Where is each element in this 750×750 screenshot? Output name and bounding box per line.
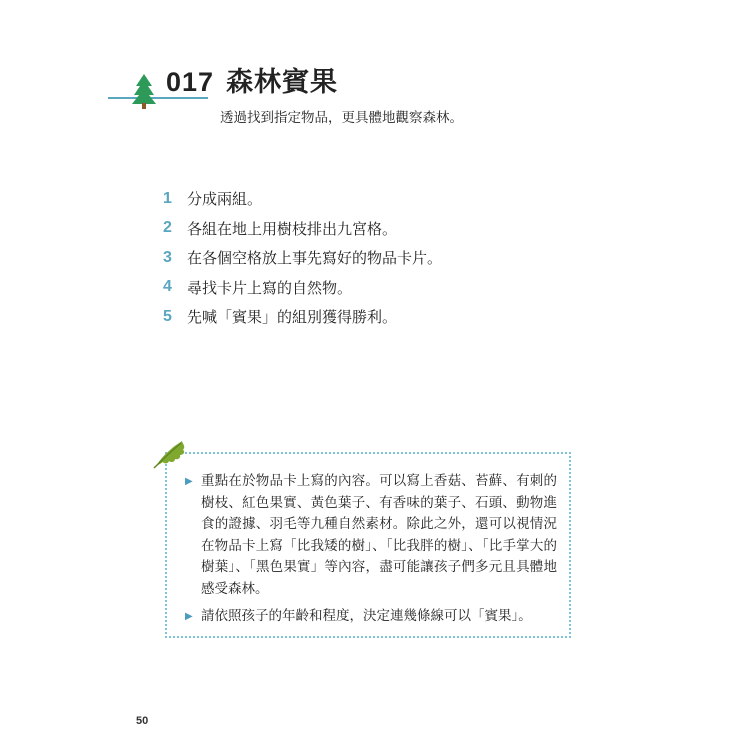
activity-name: 森林賓果 [226,67,339,98]
activity-number: 017 [166,67,215,97]
step-number: 2 [163,219,172,237]
step-number: 3 [163,248,172,266]
steps-list [163,184,442,332]
step-text: 分成兩組。 [187,190,263,209]
activity-subtitle: 透過找到指定物品，更具體地觀察森林。 [220,110,463,126]
step-number: 1 [163,189,172,207]
step-item [163,214,442,244]
step-text: 尋找卡片上寫的自然物。 [187,278,353,297]
tips-list [185,471,557,634]
activity-title [166,60,338,99]
tip-text: 重點在於物品卡上寫的內容。可以寫上香菇、苔蘚、有刺的樹枝、紅色果實、黃色葉子、有香味的葉子、石頭、動物進食的證據、羽毛等九種自然素材。除此之外，還可以視情況在物品卡上寫「比我矮的樹」、「比我胖的樹」、「比手掌大的樹葉」、「黑色果實」等內容，盡可能讓孩子們多元且具體地感受森林。 [201,473,557,597]
step-number: 5 [163,307,172,325]
step-text: 各組在地上用樹枝排出九宮格。 [187,219,398,238]
pine-tree-icon [131,74,157,110]
oak-leaf-icon [150,436,190,470]
page-number: 50 [136,715,149,727]
triangle-bullet-icon: ▶ [185,611,193,622]
step-item [163,184,442,214]
step-item [163,302,442,332]
step-item [163,243,442,273]
tip-text: 請依照孩子的年齡和程度，決定連幾條線可以「賓果」。 [201,608,532,624]
triangle-bullet-icon: ▶ [185,476,193,487]
tip-item [185,606,557,628]
step-number: 4 [163,278,172,296]
step-text: 在各個空格放上事先寫好的物品卡片。 [187,249,443,268]
tip-item [185,471,557,600]
step-text: 先喊「賓果」的組別獲得勝利。 [187,308,398,327]
step-item [163,273,442,303]
